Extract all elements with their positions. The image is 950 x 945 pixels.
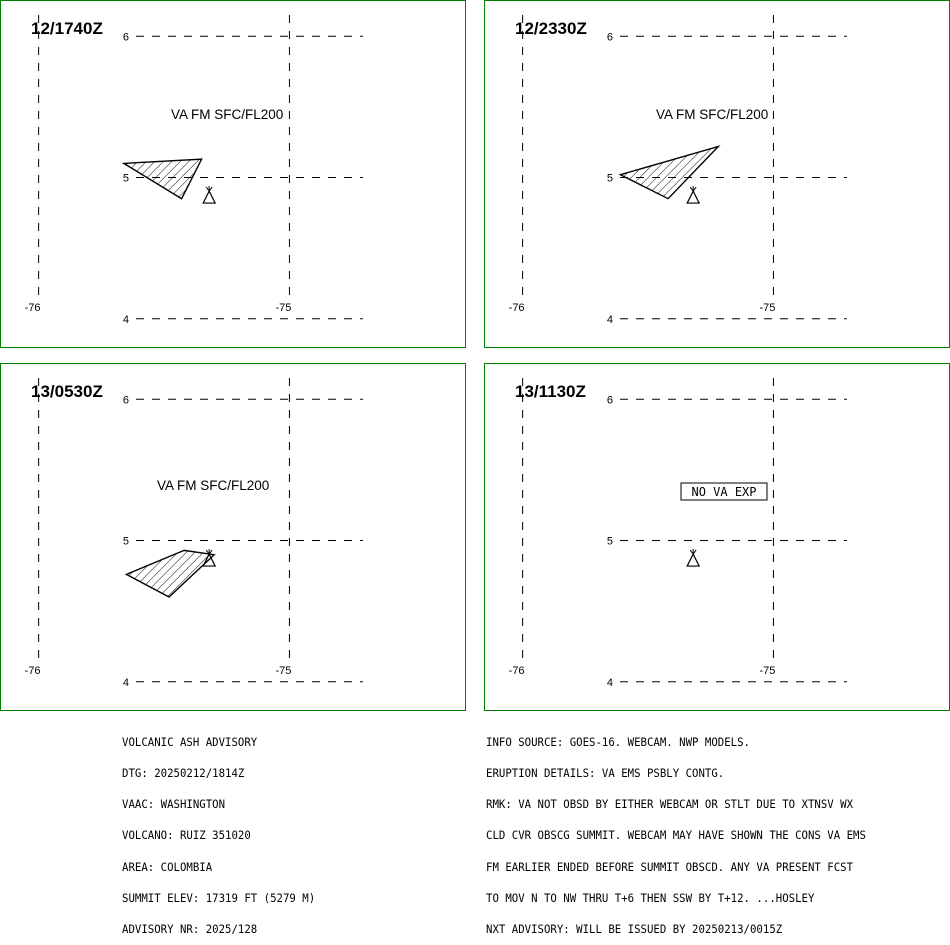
advisory-header-text: [122, 716, 315, 945]
latitude-tick-label: 4: [606, 676, 613, 689]
advisory-line: VAAC: WASHINGTON: [122, 797, 226, 812]
forecast-panel-2330z: [484, 0, 950, 348]
longitude-tick-label: -76: [24, 302, 41, 314]
longitude-tick-label: -75: [275, 665, 292, 677]
latitude-tick-label: 4: [606, 313, 613, 326]
no-ash-label: NO VA EXP: [691, 485, 757, 499]
latitude-tick-label: 5: [606, 172, 613, 185]
longitude-tick-label: -75: [275, 302, 292, 314]
ash-level-label: VA FM SFC/FL200: [171, 107, 284, 122]
forecast-panel-0530z: [0, 363, 466, 711]
advisory-line: NXT ADVISORY: WILL BE ISSUED BY 20250213/0015Z: [486, 922, 783, 937]
latitude-tick-label: 6: [606, 394, 613, 407]
panel-time-title: 12/2330Z: [515, 19, 587, 38]
volcano-icon: [203, 186, 215, 203]
ash-cloud-polygon: [126, 550, 214, 597]
ash-level-label: VA FM SFC/FL200: [157, 478, 270, 493]
advisory-line: ERUPTION DETAILS: VA EMS PSBLY CONTG.: [486, 766, 725, 781]
ash-level-label: VA FM SFC/FL200: [656, 107, 769, 122]
ash-cloud-polygon: [124, 159, 202, 199]
panel-time-title: 13/0530Z: [31, 382, 103, 401]
forecast-panel-1740z: [0, 0, 466, 348]
longitude-tick-label: -75: [759, 302, 776, 314]
advisory-remarks-text: [486, 716, 866, 945]
advisory-line: INFO SOURCE: GOES-16. WEBCAM. NWP MODELS.: [486, 734, 751, 749]
advisory-line: ADVISORY NR: 2025/128: [122, 922, 258, 937]
ash-cloud-polygon: [620, 147, 718, 199]
volcano-icon: [687, 549, 699, 566]
map-plot: [1, 364, 465, 710]
map-plot: [485, 1, 949, 347]
advisory-line: SUMMIT ELEV: 17319 FT (5279 M): [122, 890, 316, 905]
latitude-tick-label: 5: [122, 535, 129, 548]
map-plot: [1, 1, 465, 347]
latitude-tick-label: 6: [122, 31, 129, 44]
latitude-tick-label: 4: [122, 676, 129, 689]
longitude-tick-label: -76: [508, 665, 525, 677]
advisory-line: FM EARLIER ENDED BEFORE SUMMIT OBSCD. ANY VA PRESENT FCST: [486, 859, 854, 874]
latitude-tick-label: 5: [122, 172, 129, 185]
volcano-icon: [687, 186, 699, 203]
advisory-line: VOLCANIC ASH ADVISORY: [122, 734, 258, 749]
longitude-tick-label: -75: [759, 665, 776, 677]
map-plot: [485, 364, 949, 710]
latitude-tick-label: 4: [122, 313, 129, 326]
advisory-line: TO MOV N TO NW THRU T+6 THEN SSW BY T+12. ...HOSLEY: [486, 890, 815, 905]
latitude-tick-label: 6: [606, 31, 613, 44]
longitude-tick-label: -76: [508, 302, 525, 314]
advisory-line: RMK: VA NOT OBSD BY EITHER WEBCAM OR STLT DUE TO XTNSV WX: [486, 797, 854, 812]
advisory-line: VOLCANO: RUIZ 351020: [122, 828, 251, 843]
panel-time-title: 12/1740Z: [31, 19, 103, 38]
advisory-line: DTG: 20250212/1814Z: [122, 766, 245, 781]
latitude-tick-label: 6: [122, 394, 129, 407]
advisory-line: AREA: COLOMBIA: [122, 859, 213, 874]
advisory-line: CLD CVR OBSCG SUMMIT. WEBCAM MAY HAVE SHOWN THE CONS VA EMS: [486, 828, 866, 843]
latitude-tick-label: 5: [606, 535, 613, 548]
forecast-panel-1130z: [484, 363, 950, 711]
longitude-tick-label: -76: [24, 665, 41, 677]
panel-time-title: 13/1130Z: [515, 382, 586, 401]
